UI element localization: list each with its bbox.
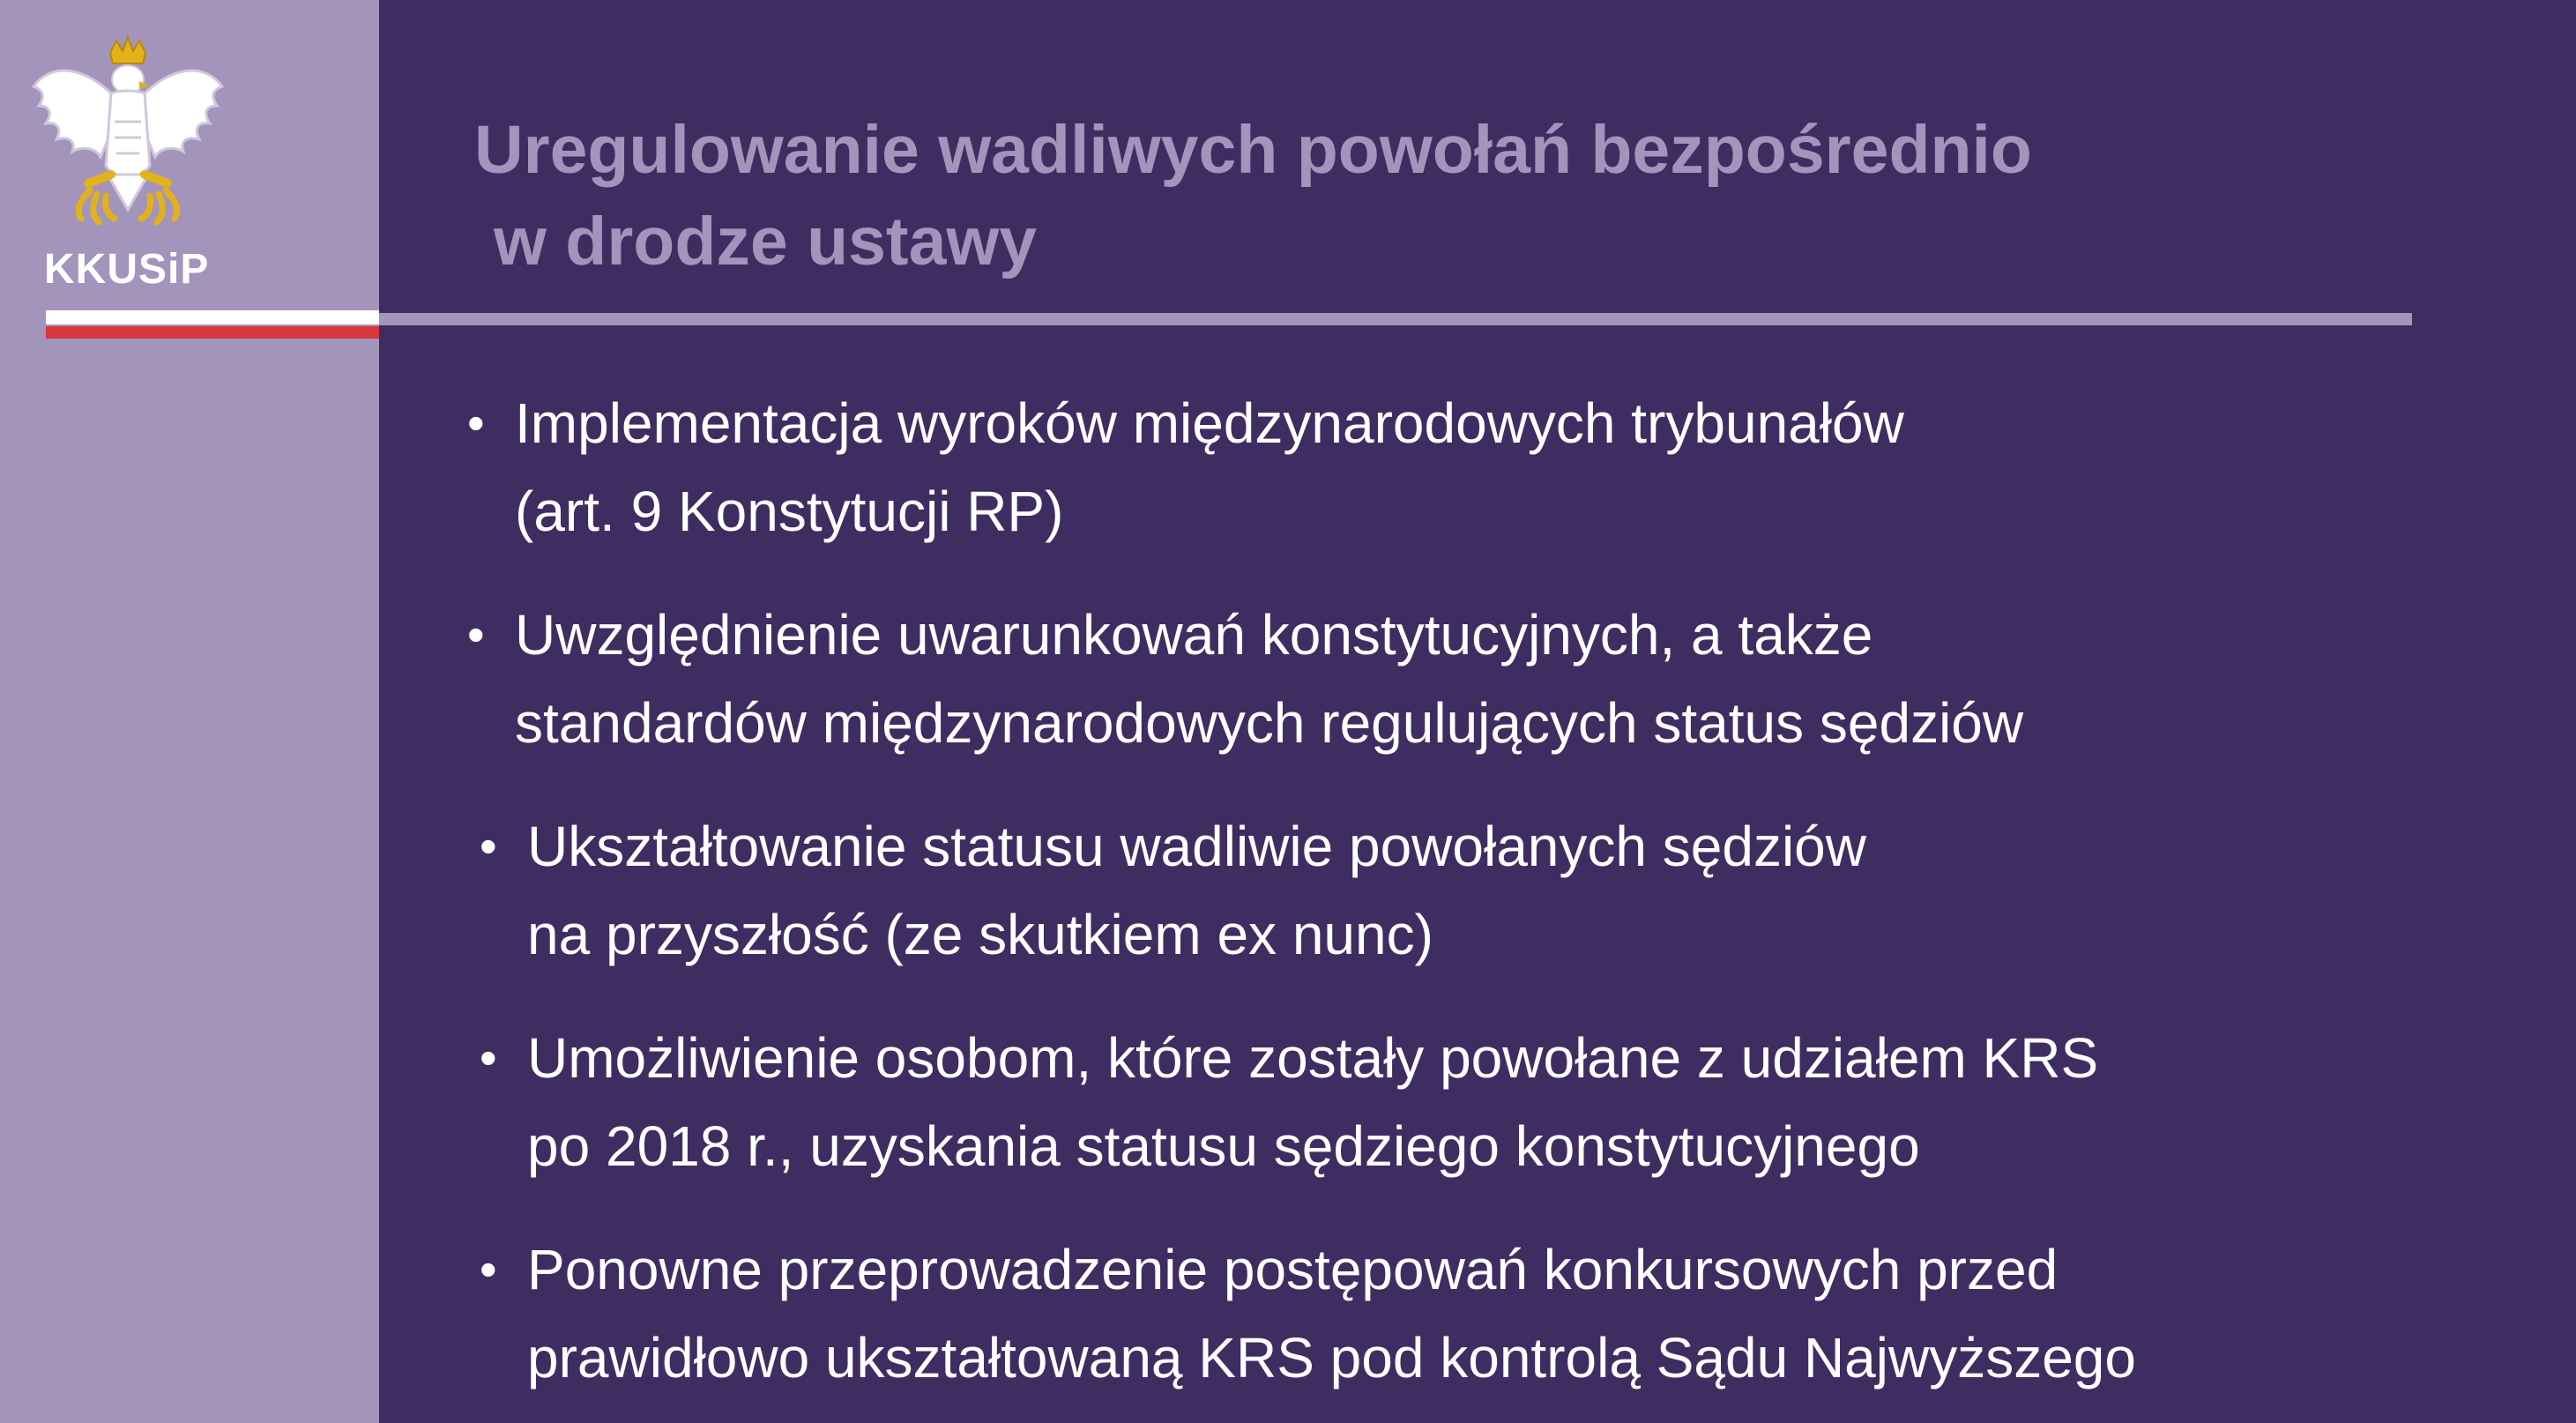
flag-stripe-red (46, 326, 379, 339)
bullet-line: standardów międzynarodowych regulujących status sędziów (515, 691, 2024, 755)
bullet-item (480, 1226, 2495, 1402)
bullet-line: • Ukształtowanie statusu wadliwie powołanych sędziów (527, 815, 1866, 878)
bullet-item (467, 591, 2495, 767)
bullet-line: • Implementacja wyroków międzynarodowych trybunałów (515, 391, 1904, 455)
bullet-line: po 2018 r., uzyskania statusu sędziego konstytucyjnego (527, 1114, 1920, 1178)
bullet-line: • Umożliwienie osobom, które zostały powołane z udziałem KRS (527, 1026, 2099, 1090)
slide-title-line-1: Uregulowanie wadliwych powołań bezpośrednio (474, 112, 2032, 188)
left-side-panel (0, 0, 379, 1423)
bullet-item (480, 1014, 2495, 1190)
white-eagle-emblem-icon (26, 34, 229, 245)
bullet-list (467, 379, 2495, 1423)
bullet-line: • Uwzględnienie uwarunkowań konstytucyjnych, a także (515, 603, 1873, 667)
logo-text: KKUSiP (44, 246, 210, 293)
bullet-item (480, 802, 2495, 979)
slide-title-line-2: w drodze ustawy (494, 204, 1038, 279)
title-divider (379, 313, 2412, 325)
bullet-line: prawidłowo ukształtowaną KRS pod kontrolą Sądu Najwyższego (527, 1326, 2136, 1389)
bullet-line: (art. 9 Konstytucji RP) (515, 480, 1064, 543)
bullet-line: • Ponowne przeprowadzenie postępowań konkursowych przed (527, 1238, 2059, 1301)
bullet-line: na przyszłość (ze skutkiem ex nunc) (527, 903, 1433, 966)
slide-title (474, 104, 2032, 287)
bullet-item (467, 379, 2495, 555)
flag-stripe-white (46, 310, 379, 324)
